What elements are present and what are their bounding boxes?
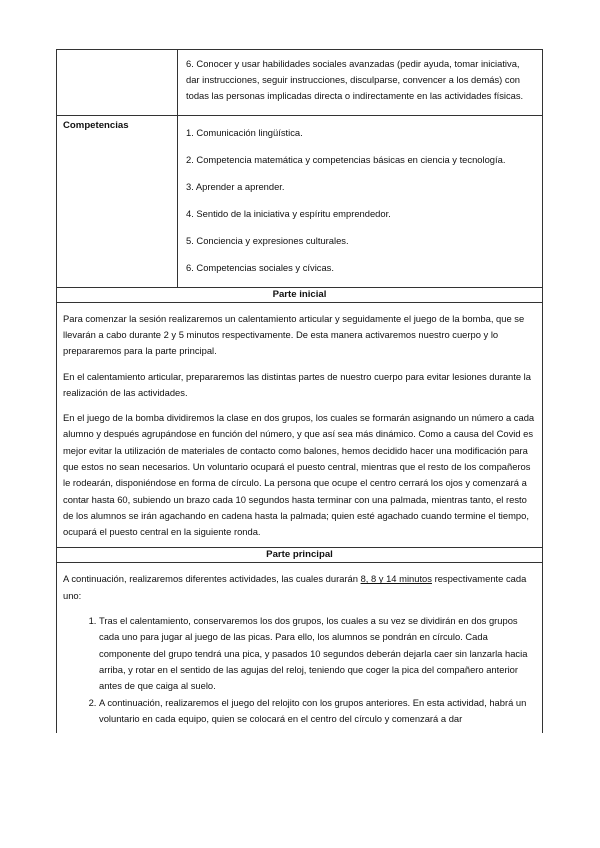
intro-text-end: respectivamente cada uno: xyxy=(63,573,527,601)
parte-principal-heading: Parte principal xyxy=(57,548,543,563)
competencia-item: 5. Conciencia y expresiones culturales. xyxy=(186,234,349,246)
objective-6-text: 6. Conocer y usar habilidades sociales avanzadas (pedir ayuda, tomar iniciativa, dar instrucciones, seguir instrucciones, disculparse, convencer a los demás) con todas las personas implicadas directa o indirectamente en las actividades físicas. xyxy=(178,50,543,116)
competencia-item: 3. Aprender a aprender. xyxy=(186,180,285,192)
parte-principal-row xyxy=(57,563,543,733)
activity-item: 1. Tras el calentamiento, conservaremos los dos grupos, los cuales a su vez se dividirán en dos grupos cada uno para jugar al juego de las picas. Para ello, los alumnos se pondrán en círculo. Cada componente del grupo tendrá una pica, y pasados 10 segundos deberán dejarla caer sin lanzarla hacia arriba, y rotar en el sentido de las agujas del reloj, teniendo que coger la pica del compañero anterior antes de que caiga al suelo. xyxy=(99,613,536,694)
competencias-list xyxy=(178,115,543,287)
competencia-item: 6. Competencias sociales y cívicas. xyxy=(186,261,334,273)
activities-list xyxy=(63,613,536,727)
durations-underlined: 8, 8 y 14 minutos xyxy=(360,573,432,585)
competencia-item: 1. Comunicación lingüística. xyxy=(186,126,303,138)
paragraph: En el calentamiento articular, prepararemos las distintas partes de nuestro cuerpo para evitar lesiones durante la realización de las actividades. xyxy=(63,370,531,398)
competencia-item: 2. Competencia matemática y competencias básicas en ciencia y tecnología. xyxy=(186,153,506,165)
activity-item: 2. A continuación, realizaremos el juego del relojito con los grupos anteriores. En esta actividad, habrá un voluntario en cada equipo, quien se colocará en el centro del círculo y comenzará a dar xyxy=(99,695,536,728)
parte-principal-heading-row xyxy=(57,548,543,563)
competencia-item: 4. Sentido de la iniciativa y espíritu emprendedor. xyxy=(186,207,391,219)
paragraph: En el juego de la bomba dividiremos la clase en dos grupos, los cuales se formarán asignando un número a cada alumno y después agrupándose en función del número, y que así sea más dinámico. Como a causa del Covid es mejor evitar la utilización de materiales de contacto como balones, hemos decidido hacer una modificación para que estos no sean necesarios. Un voluntario ocupará el puesto central, mientras que el resto de los compañeros le rodearán, disponiéndose en forma de círculo. La persona que ocupe el centro cerrará los ojos y comenzará a contar hasta 60, subiendo un brazo cada 10 segundos hasta terminar con una palmada, mientras tanto, el resto de los alumnos se irán agachando en cadena hasta la palmada; quien esté agachado cuando termine el tiempo, ocupará el puesto central en la siguiente ronda. xyxy=(63,412,535,538)
parte-inicial-heading-row xyxy=(57,287,543,302)
session-plan-table xyxy=(56,49,543,733)
intro-text: A continuación, realizaremos diferentes actividades, las cuales durarán xyxy=(63,573,361,585)
competencias-row xyxy=(57,115,543,287)
parte-principal-body xyxy=(57,563,543,733)
competencias-label: Competencias xyxy=(57,115,178,287)
intro-paragraph xyxy=(63,571,536,604)
objective-row xyxy=(57,50,543,116)
parte-inicial-heading: Parte inicial xyxy=(57,287,543,302)
parte-inicial-body xyxy=(57,302,543,548)
paragraph: Para comenzar la sesión realizaremos un calentamiento articular y seguidamente el juego de la bomba, que se llevarán a cabo durante 2 y 5 minutos respectivamente. De esta manera activaremos nuestro cuerpo y lo prepararemos para la parte principal. xyxy=(63,312,525,357)
parte-inicial-row xyxy=(57,302,543,548)
objective-label-cell xyxy=(57,50,178,116)
